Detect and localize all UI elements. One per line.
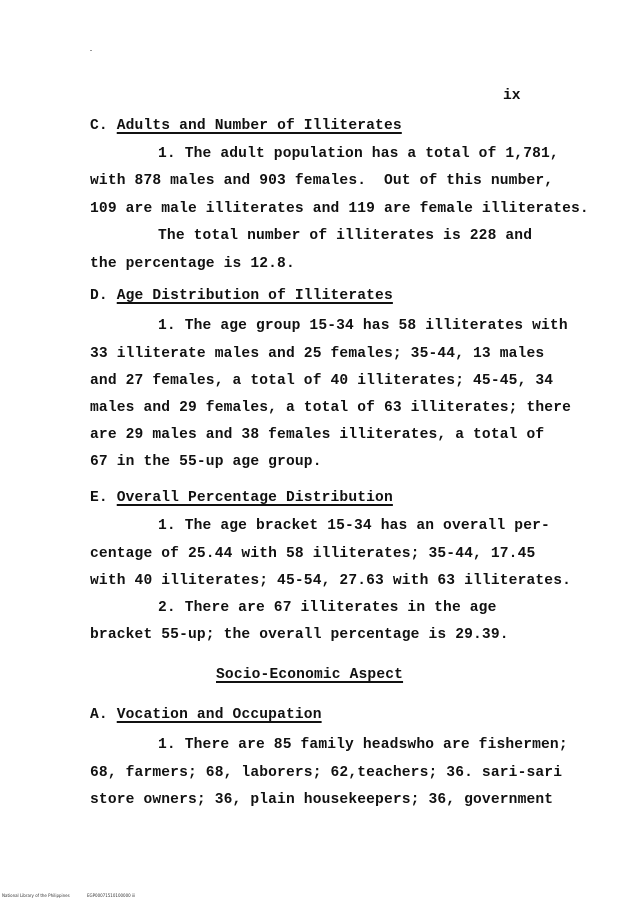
section-d-line: 67 in the 55-up age group. (90, 454, 322, 470)
section-d-line: 33 illiterate males and 25 females; 35-44, 13 males (90, 346, 545, 362)
section-d-line: and 27 females, a total of 40 illiterates; 45-45, 34 (90, 373, 554, 389)
section-c-line: the percentage is 12.8. (90, 256, 295, 272)
section-e-line: bracket 55-up; the overall percentage is 29.39. (90, 627, 509, 643)
section-c-line: with 878 males and 903 females. Out of this number, (90, 173, 554, 189)
section-d-line: 1. The age group 15-34 has 58 illiterates with (158, 318, 568, 334)
section-e-prefix: E. (90, 490, 117, 506)
section-c-line: The total number of illiterates is 228 and (158, 228, 533, 244)
section-e-line: centage of 25.44 with 58 illiterates; 35-44, 17.45 (90, 546, 536, 562)
section-e-heading (90, 489, 393, 507)
section-e-line: 1. The age bracket 15-34 has an overall per- (158, 518, 550, 534)
section-d-line: males and 29 females, a total of 63 illiterates; there (90, 400, 572, 416)
section-a-line: 1. There are 85 family headswho are fishermen; (158, 737, 568, 753)
section-d-title: Age Distribution of Illiterates (116, 288, 393, 304)
section-c-heading (90, 117, 402, 135)
section-c-line: 109 are male illiterates and 119 are female illiterates. (90, 201, 589, 217)
section-e-title: Overall Percentage Distribution (116, 490, 393, 506)
section-a-prefix: A. (90, 707, 117, 723)
section-d-prefix: D. (90, 288, 117, 304)
section-e-line: 2. There are 67 illiterates in the age (158, 600, 497, 616)
section-a-title: Vocation and Occupation (116, 707, 322, 723)
section-a-line: store owners; 36, plain housekeepers; 36, government (90, 792, 554, 808)
section-e-line: with 40 illiterates; 45-54, 27.63 with 63 illiterates. (90, 573, 572, 589)
footer-library-credit: National Library of the Philippines (2, 893, 70, 898)
section-d-heading (90, 287, 393, 305)
page-number: ix (503, 88, 521, 104)
section-a-line: 68, farmers; 68, laborers; 62,teachers; 36. sari-sari (90, 765, 563, 781)
scan-speck (90, 50, 92, 51)
section-c-prefix: C. (90, 118, 117, 134)
socio-economic-heading: Socio-Economic Aspect (216, 667, 404, 683)
footer-document-id: EGP00071510100000 iii (87, 893, 136, 898)
section-d-line: are 29 males and 38 females illiterates, a total of (90, 427, 545, 443)
section-c-line: 1. The adult population has a total of 1,781, (158, 146, 559, 162)
section-c-title: Adults and Number of Illiterates (116, 118, 402, 134)
section-a-heading (90, 706, 322, 724)
